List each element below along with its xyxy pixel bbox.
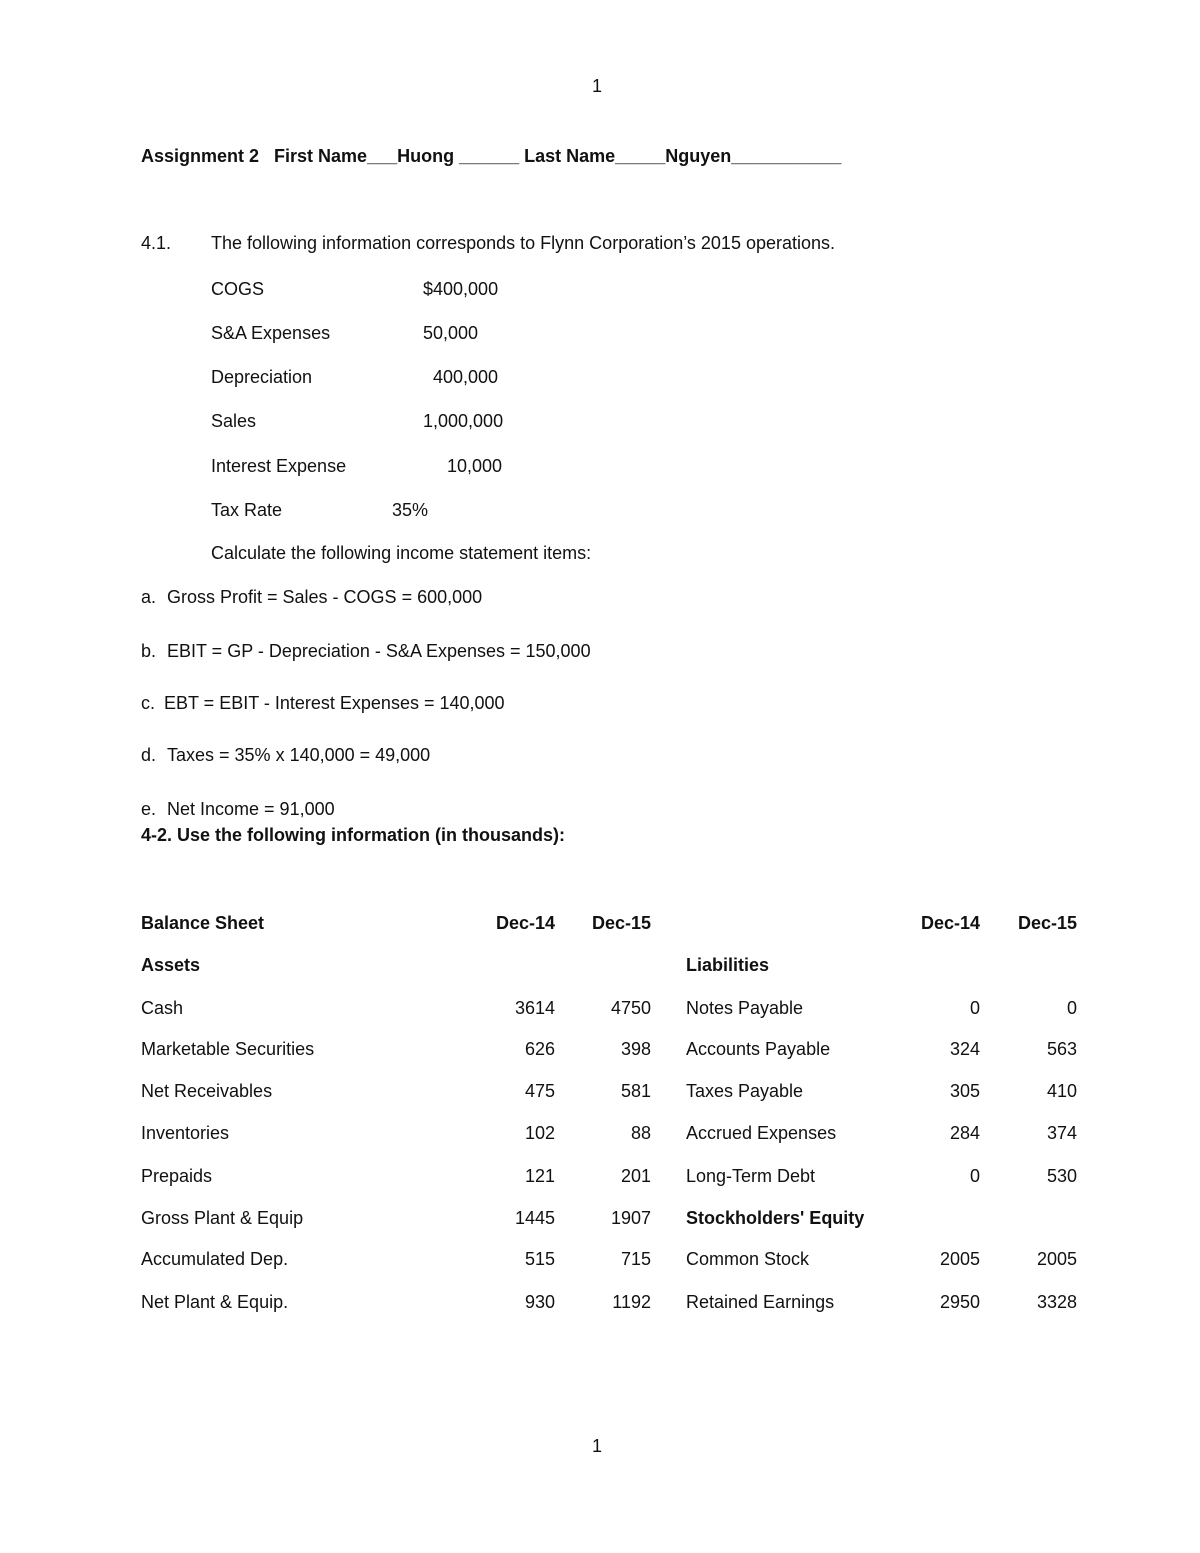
balance-sheet-title: Balance Sheet (141, 913, 265, 933)
item-value: 50,000 (423, 323, 479, 343)
asset-label: Net Plant & Equip. (141, 1292, 289, 1312)
item-label: Depreciation (211, 367, 313, 387)
answer-text: Gross Profit = Sales - COGS = 600,000 (167, 587, 483, 607)
asset-label: Gross Plant & Equip (141, 1208, 304, 1228)
liability-value-dec14: 0 (969, 1166, 980, 1186)
asset-label: Prepaids (141, 1166, 213, 1186)
equity-label: Retained Earnings (686, 1292, 835, 1312)
answer-text: Taxes = 35% x 140,000 = 49,000 (167, 745, 431, 765)
equity-label: Common Stock (686, 1249, 810, 1269)
col-header-dec14-liab: Dec-14 (920, 913, 980, 933)
question-4-2-title: 4-2. Use the following information (in thousands): (141, 825, 565, 845)
liabilities-heading: Liabilities (686, 955, 770, 975)
answer-text: EBT = EBIT - Interest Expenses = 140,000 (164, 693, 505, 713)
liability-label: Notes Payable (686, 998, 804, 1018)
asset-value-dec15: 1907 (610, 1208, 651, 1228)
liability-value-dec15: 0 (1066, 998, 1077, 1018)
equity-value-dec15: 3328 (1036, 1292, 1077, 1312)
item-value: 1,000,000 (423, 411, 504, 431)
assets-heading: Assets (141, 955, 201, 975)
asset-value-dec14: 475 (524, 1081, 555, 1101)
item-label: Sales (211, 411, 257, 431)
item-label: Tax Rate (211, 500, 283, 520)
liability-value-dec14: 305 (949, 1081, 980, 1101)
answer-letter: b. (141, 641, 157, 661)
asset-value-dec15: 581 (620, 1081, 651, 1101)
asset-label: Marketable Securities (141, 1039, 315, 1059)
asset-value-dec14: 3614 (514, 998, 555, 1018)
equity-value-dec15: 2005 (1036, 1249, 1077, 1269)
asset-value-dec14: 515 (524, 1249, 555, 1269)
answer-letter: a. (141, 587, 157, 607)
item-value: 35% (392, 500, 429, 520)
asset-label: Net Receivables (141, 1081, 273, 1101)
asset-value-dec15: 398 (620, 1039, 651, 1059)
col-header-dec15: Dec-15 (591, 913, 651, 933)
item-value: $400,000 (423, 279, 499, 299)
liability-value-dec14: 0 (969, 998, 980, 1018)
asset-label: Cash (141, 998, 184, 1018)
asset-value-dec14: 121 (524, 1166, 555, 1186)
question-number: 4.1. (141, 233, 172, 253)
equity-value-dec14: 2950 (939, 1292, 980, 1312)
answer-text: Net Income = 91,000 (167, 799, 335, 819)
question-intro: The following information corresponds to Flynn Corporation’s 2015 operations. (211, 233, 836, 253)
liability-label: Accounts Payable (686, 1039, 831, 1059)
asset-value-dec15: 715 (620, 1249, 651, 1269)
answer-letter: c. (141, 693, 156, 713)
answer-letter: e. (141, 799, 157, 819)
asset-value-dec14: 102 (524, 1123, 555, 1143)
liability-value-dec14: 284 (949, 1123, 980, 1143)
liability-label: Long-Term Debt (686, 1166, 816, 1186)
liability-value-dec15: 410 (1046, 1081, 1077, 1101)
asset-value-dec15: 88 (630, 1123, 651, 1143)
assignment-header: Assignment 2 First Name___Huong ______ Last Name_____Nguyen___________ (141, 146, 842, 166)
liability-value-dec15: 530 (1046, 1166, 1077, 1186)
item-value: 400,000 (433, 367, 499, 387)
liability-label: Accrued Expenses (686, 1123, 837, 1143)
item-label: COGS (211, 279, 265, 299)
asset-value-dec14: 626 (524, 1039, 555, 1059)
asset-value-dec15: 201 (620, 1166, 651, 1186)
asset-label: Inventories (141, 1123, 230, 1143)
page-number-bottom: 1 (592, 1436, 603, 1456)
asset-value-dec14: 1445 (514, 1208, 555, 1228)
item-value: 10,000 (447, 456, 503, 476)
item-label: Interest Expense (211, 456, 347, 476)
liability-value-dec15: 374 (1046, 1123, 1077, 1143)
answer-text: EBIT = GP - Depreciation - S&A Expenses = 150,000 (167, 641, 591, 661)
item-label: S&A Expenses (211, 323, 331, 343)
page-number-top: 1 (592, 76, 603, 96)
asset-value-dec15: 1192 (612, 1292, 651, 1312)
equity-heading: Stockholders' Equity (686, 1208, 865, 1228)
equity-value-dec14: 2005 (939, 1249, 980, 1269)
answer-letter: d. (141, 745, 157, 765)
asset-value-dec14: 930 (524, 1292, 555, 1312)
liability-label: Taxes Payable (686, 1081, 804, 1101)
asset-value-dec15: 4750 (610, 998, 651, 1018)
liability-value-dec14: 324 (949, 1039, 980, 1059)
col-header-dec14: Dec-14 (495, 913, 555, 933)
calc-intro: Calculate the following income statement items: (211, 543, 592, 563)
liability-value-dec15: 563 (1046, 1039, 1077, 1059)
asset-label: Accumulated Dep. (141, 1249, 289, 1269)
col-header-dec15-liab: Dec-15 (1017, 913, 1077, 933)
